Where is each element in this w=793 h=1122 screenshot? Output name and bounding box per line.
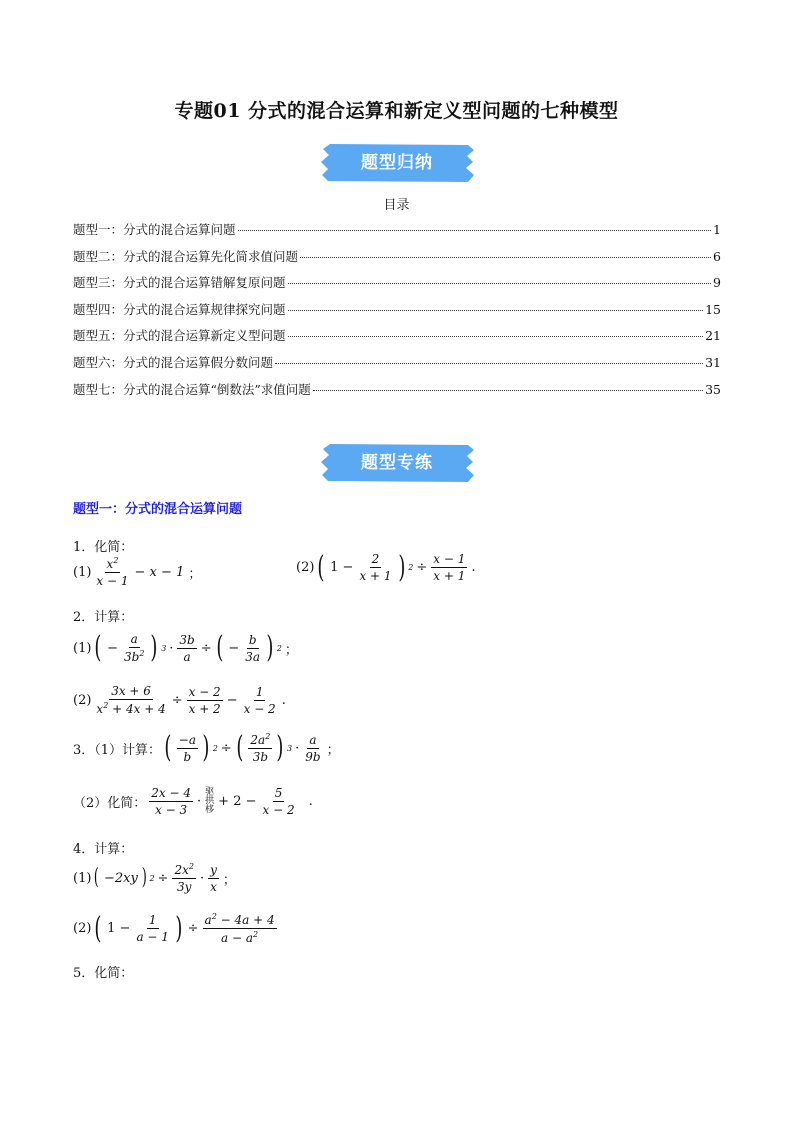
banner-label: 题型归纳: [361, 153, 433, 173]
toc-label: 题型二：分式的混合运算先化简求值问题: [73, 248, 299, 264]
toc-leader: [288, 336, 704, 337]
toc-entry[interactable]: [73, 353, 721, 380]
toc-entry[interactable]: [73, 273, 721, 300]
toc-label: 题型一：分式的混合运算问题: [73, 222, 236, 237]
toc-entry[interactable]: [73, 220, 721, 247]
question-1-part-2: (2) ( 1 − $\frac{2}{x + 1}$ ) 2 ÷ $\frac{x - 1}{x + 1}$ .: [296, 549, 476, 585]
garbled-glyphs: 驱 拱 栘: [205, 787, 215, 815]
toc-page-number: 35: [705, 381, 721, 397]
question-3-part-2: （2）化简： $\frac{2x - 4}{x - 3}$ · 驱 拱 栘 + 2 − $\frac{5}{x - 2}$ .: [73, 786, 313, 817]
question-2-part-1: (1) ( − $\frac{a}{3b^2}$ ) 3 · $\frac{3b}{a}$ ÷ ( − $\frac{b}{3a}$ ) 2 ；: [73, 630, 298, 665]
question-2-part-2: (2) $\frac{3x + 6}{x^2 + 4x + 4}$ ÷ $\frac{x - 2}{x + 2}$ − $\frac{1}{x - 2}$ .: [73, 684, 286, 716]
toc-label: 题型三：分式的混合运算错解复原问题: [73, 275, 286, 291]
toc-leader: [313, 390, 703, 391]
toc-page-number: 6: [713, 248, 721, 264]
toc-page-number: 1: [713, 222, 721, 237]
toc-entry[interactable]: [73, 247, 721, 274]
banner-label: 题型专练: [361, 453, 433, 473]
toc-page-number: 21: [705, 328, 721, 344]
toc-leader: [238, 230, 712, 231]
toc-page-number: 31: [705, 354, 721, 370]
question-3b-prompt: （2）化简：: [73, 796, 147, 811]
question-1-prompt: 1．化简：: [73, 540, 134, 555]
toc-entry[interactable]: [73, 300, 721, 327]
toc-entry[interactable]: [73, 380, 721, 407]
question-3-prompt: 3．（1）计算：: [73, 742, 162, 758]
toc-heading: 目录: [383, 198, 410, 213]
toc-label: 题型六：分式的混合运算假分数问题: [73, 354, 274, 370]
question-1-part-1: (1) $\frac{x^2}{x - 1}$ − x − 1 ；: [73, 556, 202, 588]
toc-page-number: 9: [713, 275, 721, 291]
table-of-contents: [73, 220, 721, 406]
toc-leader: [275, 363, 703, 364]
toc-entry[interactable]: [73, 326, 721, 353]
question-4-prompt: 4．计算：: [73, 842, 134, 857]
toc-leader: [300, 257, 711, 258]
section-heading: 题型一：分式的混合运算问题: [73, 502, 243, 517]
question-2-prompt: 2．计算：: [73, 610, 134, 625]
question-5-prompt: 5．化简：: [73, 966, 134, 981]
question-3-part-1: 3．（1）计算： ( $\frac{-a}{b}$ ) 2 ÷ ( $\frac{2a^2}{3b}$ ) 3 · $\frac{a}{9b}$ ；: [73, 730, 340, 765]
banner-practice: [318, 442, 476, 484]
toc-label: 题型七：分式的混合运算“倒数法”求值问题: [73, 381, 311, 397]
toc-leader: [288, 283, 712, 284]
banner-category-summary: [318, 142, 476, 184]
toc-label: 题型四：分式的混合运算规律探究问题: [73, 301, 286, 317]
page-title: 专题01 分式的混合运算和新定义型问题的七种模型: [174, 100, 619, 122]
toc-label: 题型五：分式的混合运算新定义型问题: [73, 328, 286, 344]
question-4-part-1: (1) ( −2xy ) 2 ÷ $\frac{2x^2}{3y}$ · $\frac{y}{x}$ ；: [73, 862, 236, 894]
question-4-part-2: (2) ( 1 − $\frac{1}{a - 1}$ ) ÷ $\frac{a^2 - 4a + 4}{a - a^2}$: [73, 910, 275, 946]
toc-leader: [288, 310, 704, 311]
toc-page-number: 15: [705, 301, 721, 317]
